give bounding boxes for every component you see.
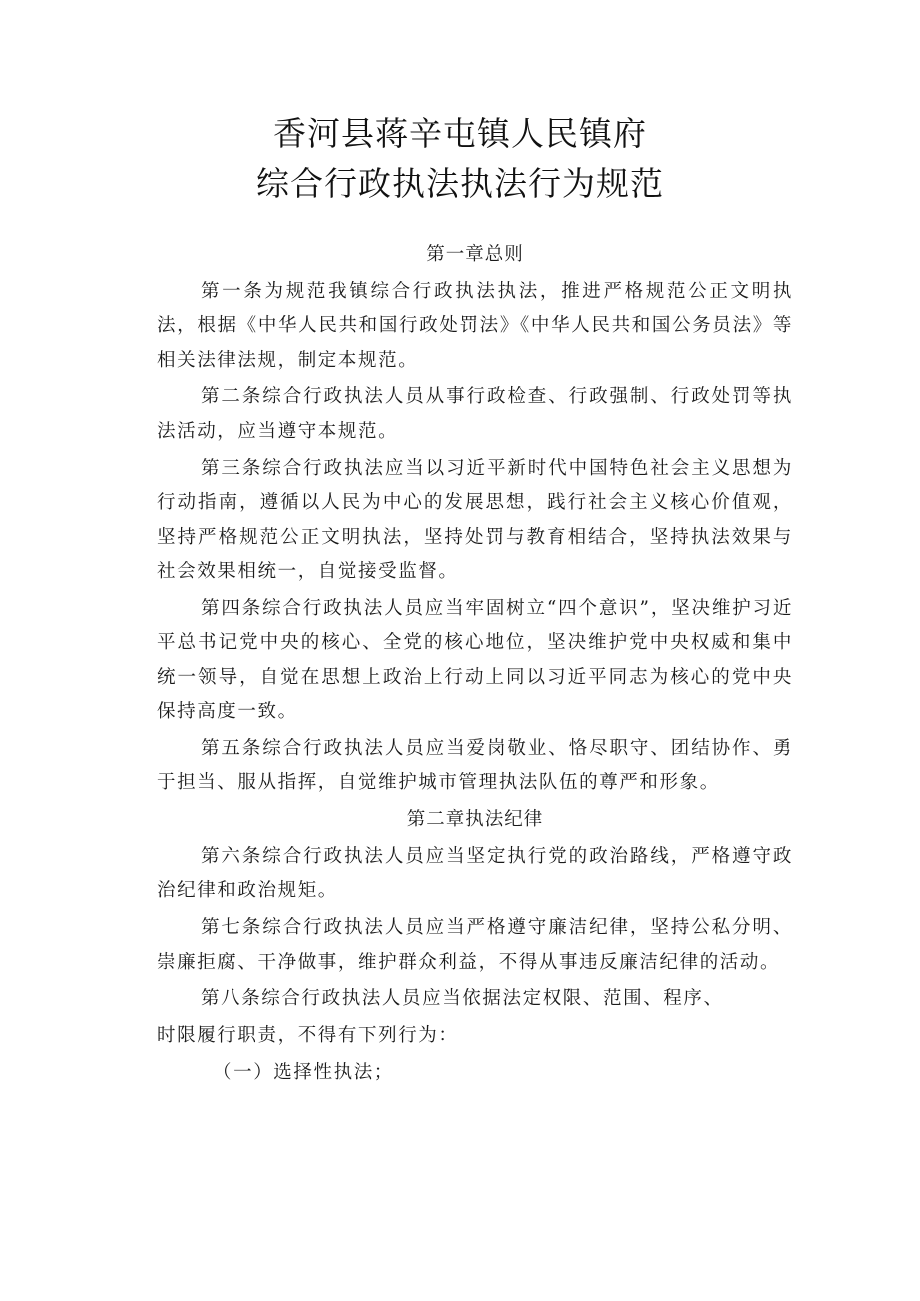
article-7: 第七条综合行政执法人员应当严格遵守廉洁纪律，坚持公私分明、崇廉拒腐、干净做事，维护群众利益，不得从事违反廉洁纪律的活动。 bbox=[157, 917, 793, 973]
article-3: 第三条综合行政执法应当以习近平新时代中国特色社会主义思想为行动指南，遵循以人民为中心的发展思想，践行社会主义核心价值观，坚持严格规范公正文明执法，坚持处罚与教育相结合，坚持执法效果与社会效果相统一，自觉接受监督。 bbox=[157, 457, 793, 583]
article-4: 第四条综合行政执法人员应当牢固树立“四个意识”，坚决维护习近平总书记党中央的核心、全党的核心地位，坚决维护党中央权威和集中统一领导，自觉在思想上政治上行动上同以习近平同志为核心的党中央保持高度一致。 bbox=[157, 597, 793, 723]
document-title-line-2: 综合行政执法执法行为规范 bbox=[256, 164, 664, 203]
article-1: 第一条为规范我镇综合行政执法执法，推进严格规范公正文明执法，根据《中华人民共和国行政处罚法》《中华人民共和国公务员法》等相关法律法规，制定本规范。 bbox=[157, 280, 793, 371]
document-title-line-1: 香河县蒋辛屯镇人民镇府 bbox=[273, 114, 647, 153]
article-8-item-1: （一）选择性执法； bbox=[213, 1061, 394, 1083]
article-8-line-2: 时限履行职责，不得有下列行为： bbox=[157, 1024, 459, 1046]
chapter-2-heading: 第二章执法纪律 bbox=[406, 809, 544, 831]
article-5: 第五条综合行政执法人员应当爱岗敬业、恪尽职守、团结协作、勇于担当、服从指挥，自觉维护城市管理执法队伍的尊严和形象。 bbox=[157, 737, 793, 794]
chapter-1-heading: 第一章总则 bbox=[426, 244, 524, 265]
document-body bbox=[157, 238, 793, 1092]
article-8-line-1: 第八条综合行政执法人员应当依据法定权限、范围、程序、 bbox=[201, 988, 724, 1010]
article-2: 第二条综合行政执法人员从事行政检查、行政强制、行政处罚等执法活动，应当遵守本规范。 bbox=[157, 386, 793, 442]
article-6: 第六条综合行政执法人员应当坚定执行党的政治路线，严格遵守政治纪律和政治规矩。 bbox=[157, 845, 793, 902]
